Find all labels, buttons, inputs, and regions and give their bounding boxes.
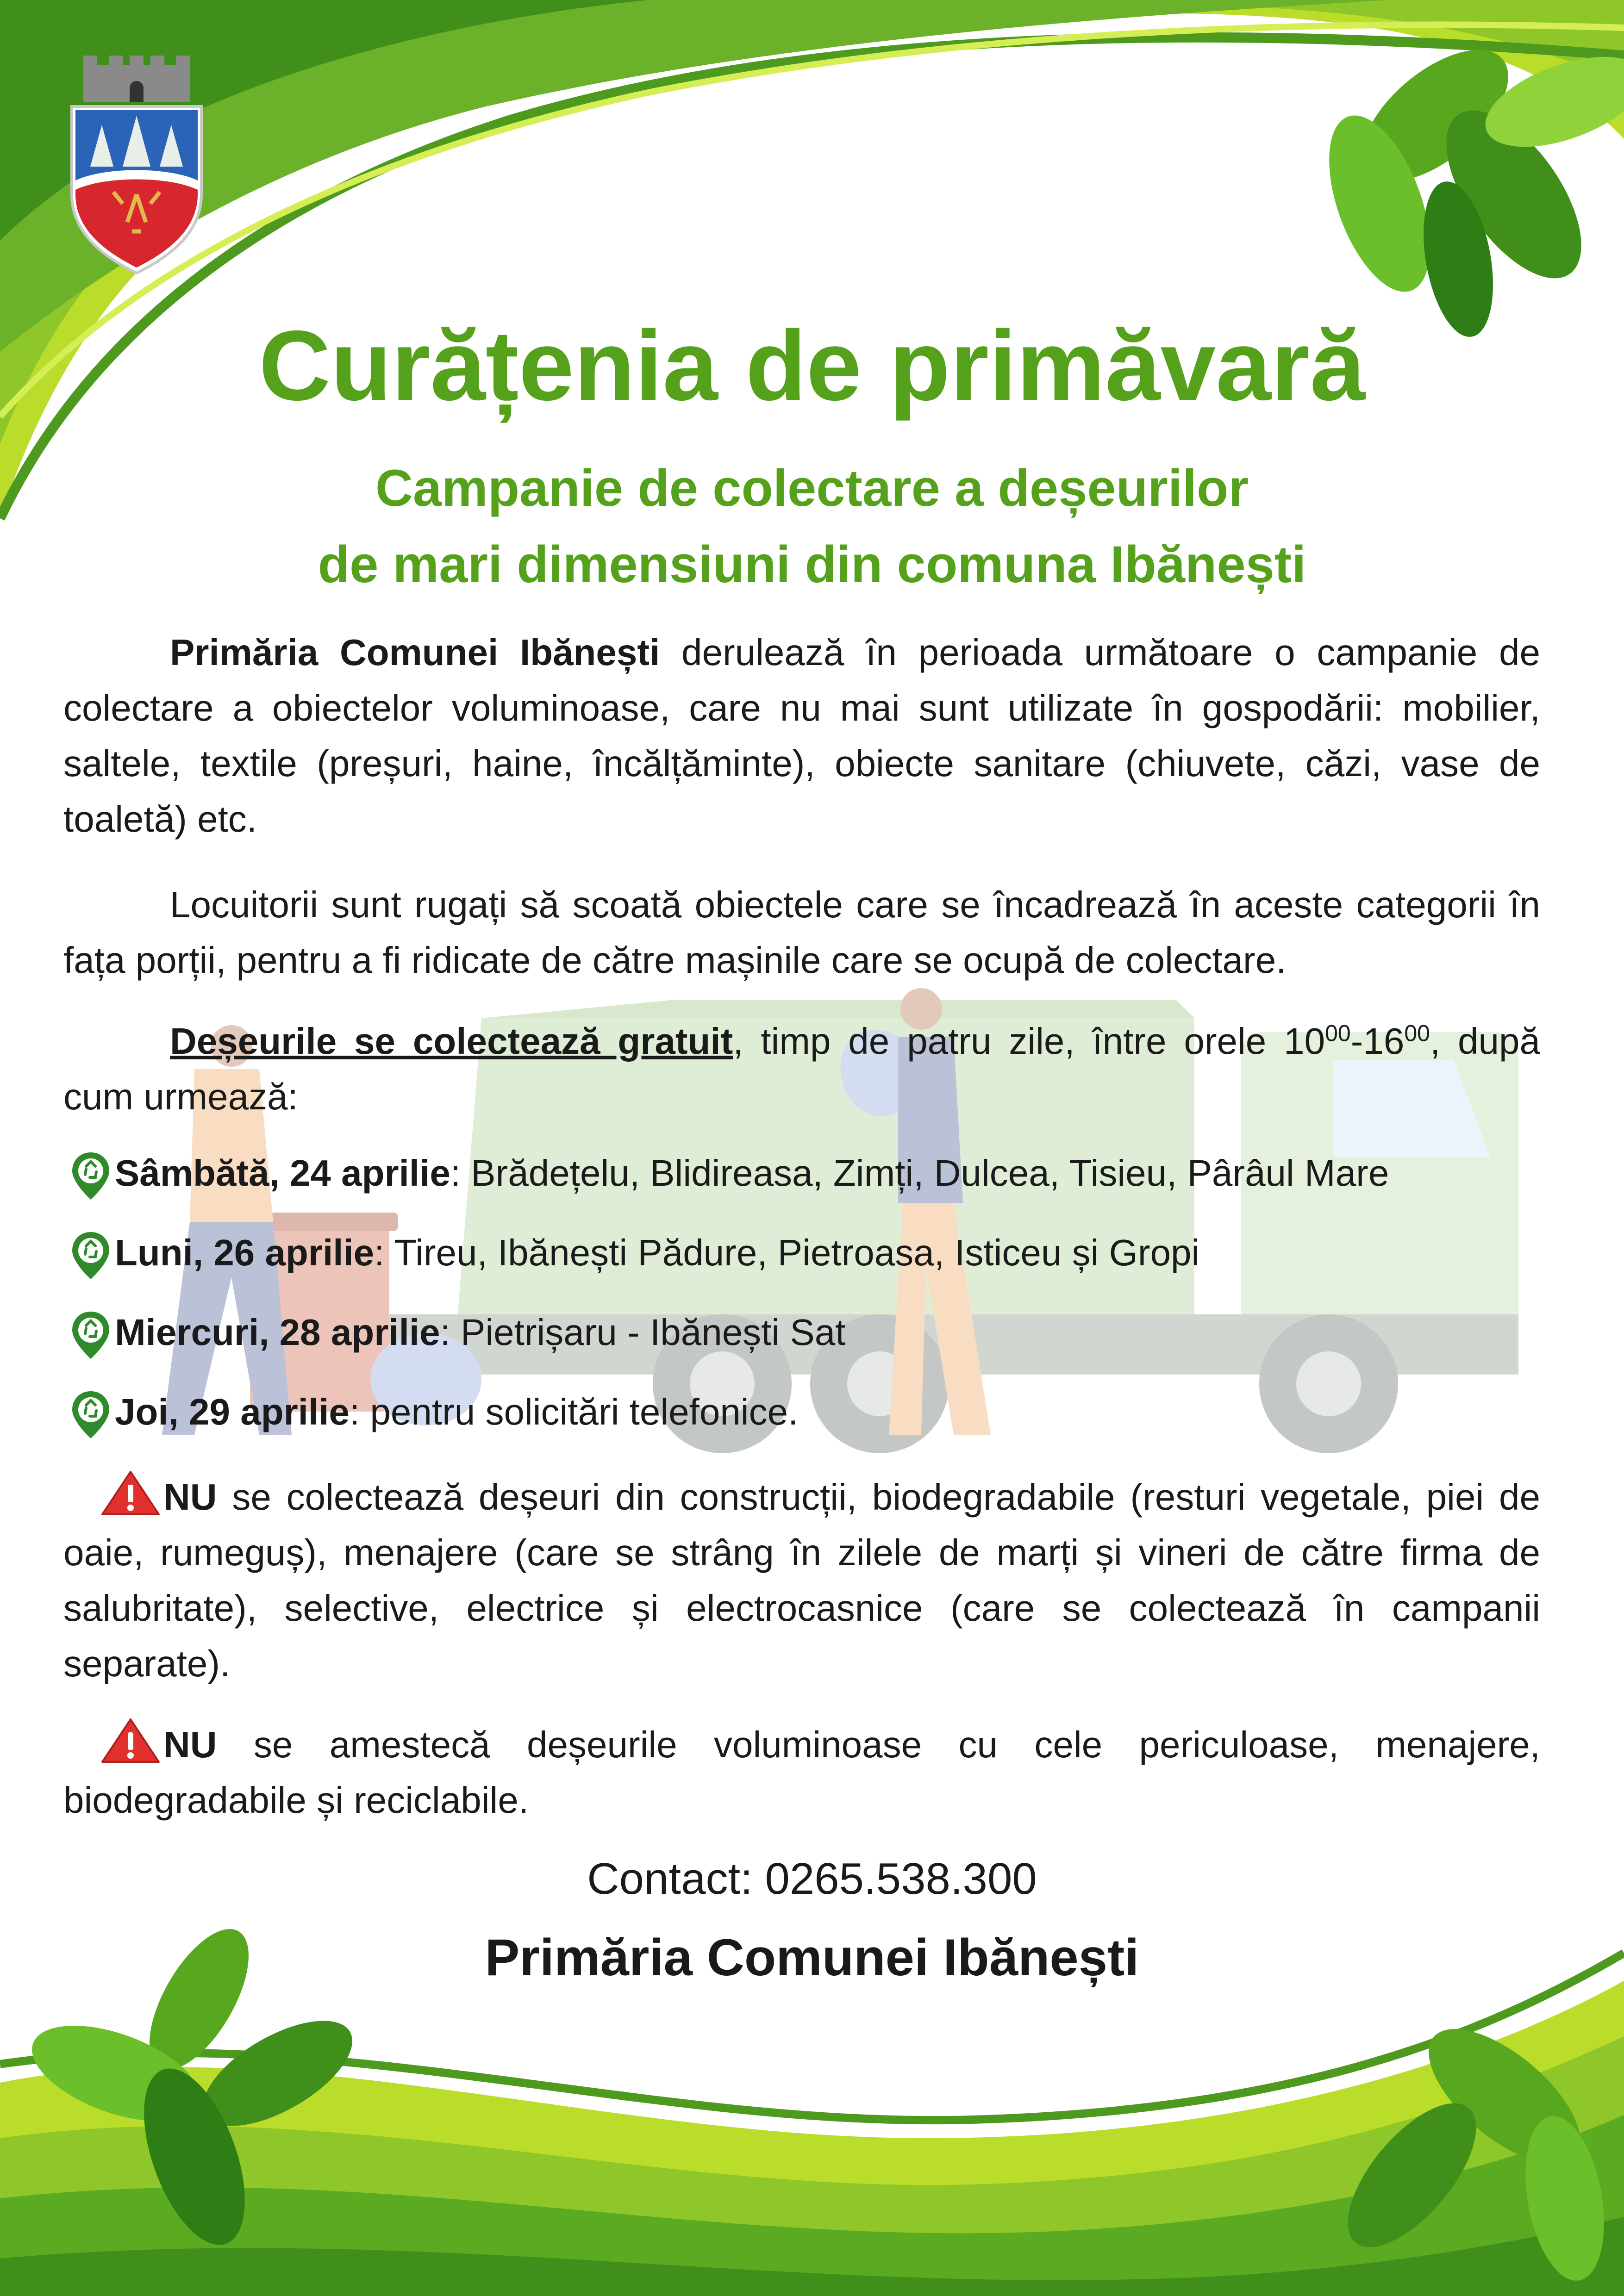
intro-text: derulează în perioada următoare o campanie de colectare a obiectelor voluminoase, care nu mai sunt utilizate în gospodării: mobilier, saltele, textile (preșuri, haine, încălțăminte), obiecte sanitare (chiuvete, căzi, vase de toaletă) etc.: [63, 632, 1540, 840]
recycle-pin-icon: [69, 1389, 112, 1440]
coat-of-arms-icon: [62, 56, 211, 278]
hour-end: 16: [1363, 1020, 1405, 1062]
intro-organization: Primăria Comunei Ibănești: [170, 632, 660, 673]
warning-icon: [100, 1470, 161, 1516]
warning-text: se amestecă deșeurile voluminoase cu cele periculoase, menajere, biodegradabile și reciclabile.: [63, 1724, 1540, 1821]
warning-no: NU: [163, 1476, 217, 1518]
hour-separator: -: [1350, 1020, 1363, 1062]
collection-paragraph: [63, 1014, 1540, 1125]
schedule-places: : Pietrișaru - Ibănești Sat: [440, 1312, 846, 1353]
warning-text: se colectează deșeuri din construcții, biodegradabile (resturi vegetale, piei de oaie, rumeguș), menajere (care se strâng în zilele de marți și vineri de către firma de salubritate), selective, electrice și electrocasnice (care se colectează în campanii separate).: [63, 1476, 1540, 1684]
schedule-item: [69, 1148, 1551, 1201]
schedule-places: : Brădețelu, Blidireasa, Zimți, Dulcea, Tisieu, Pârâul Mare: [450, 1152, 1389, 1194]
subtitle-line-1: Campanie de colectare a deșeurilor: [375, 459, 1249, 517]
schedule-places: : Tireu, Ibănești Pădure, Pietroasa, Isticeu și Gropi: [374, 1232, 1200, 1273]
schedule-item: [69, 1387, 1551, 1440]
collection-text-end: , după cum urmează:: [63, 1020, 1540, 1117]
instructions-text: Locuitorii sunt rugați să scoată obiectele care se încadrează în aceste categorii în fața porții, pentru a fi ridicate de către mașinile care se ocupă de colectare.: [63, 884, 1540, 981]
schedule-item: [69, 1227, 1551, 1281]
footer-organization: Primăria Comunei Ibănești: [485, 1929, 1139, 1986]
hour-end-minutes: 00: [1404, 1020, 1430, 1046]
recycle-pin-icon: [69, 1230, 112, 1281]
recycle-pin-icon: [69, 1151, 112, 1201]
intro-paragraph: [63, 625, 1540, 847]
contact-phone: Contact: 0265.538.300: [587, 1854, 1037, 1904]
collection-free-note: Deșeurile se colectează gratuit: [170, 1020, 733, 1062]
hour-start-minutes: 00: [1325, 1020, 1351, 1046]
schedule-day: Miercuri, 28 aprilie: [115, 1312, 440, 1353]
schedule-day: Luni, 26 aprilie: [115, 1232, 375, 1273]
top-leaf-decoration: [0, 0, 1624, 532]
page-title: Curățenia de primăvară: [259, 310, 1365, 421]
warning-no: NU: [163, 1724, 217, 1765]
schedule-item: [69, 1307, 1551, 1361]
warning-paragraph: [63, 1469, 1540, 1692]
warning-icon: [100, 1717, 161, 1764]
subtitle-line-2: de mari dimensiuni din comuna Ibănești: [318, 535, 1306, 593]
leaf-cluster-top-right: [1309, 25, 1624, 342]
collection-text: , timp de patru zile, între orele: [733, 1020, 1284, 1062]
hour-start: 10: [1284, 1020, 1325, 1062]
schedule-places: : pentru solicitări telefonice.: [349, 1391, 799, 1432]
recycle-pin-icon: [69, 1310, 112, 1361]
schedule-day: Sâmbătă, 24 aprilie: [115, 1152, 450, 1194]
warning-paragraph: [63, 1717, 1540, 1828]
instructions-paragraph: [63, 877, 1540, 988]
schedule-day: Joi, 29 aprilie: [115, 1391, 350, 1432]
